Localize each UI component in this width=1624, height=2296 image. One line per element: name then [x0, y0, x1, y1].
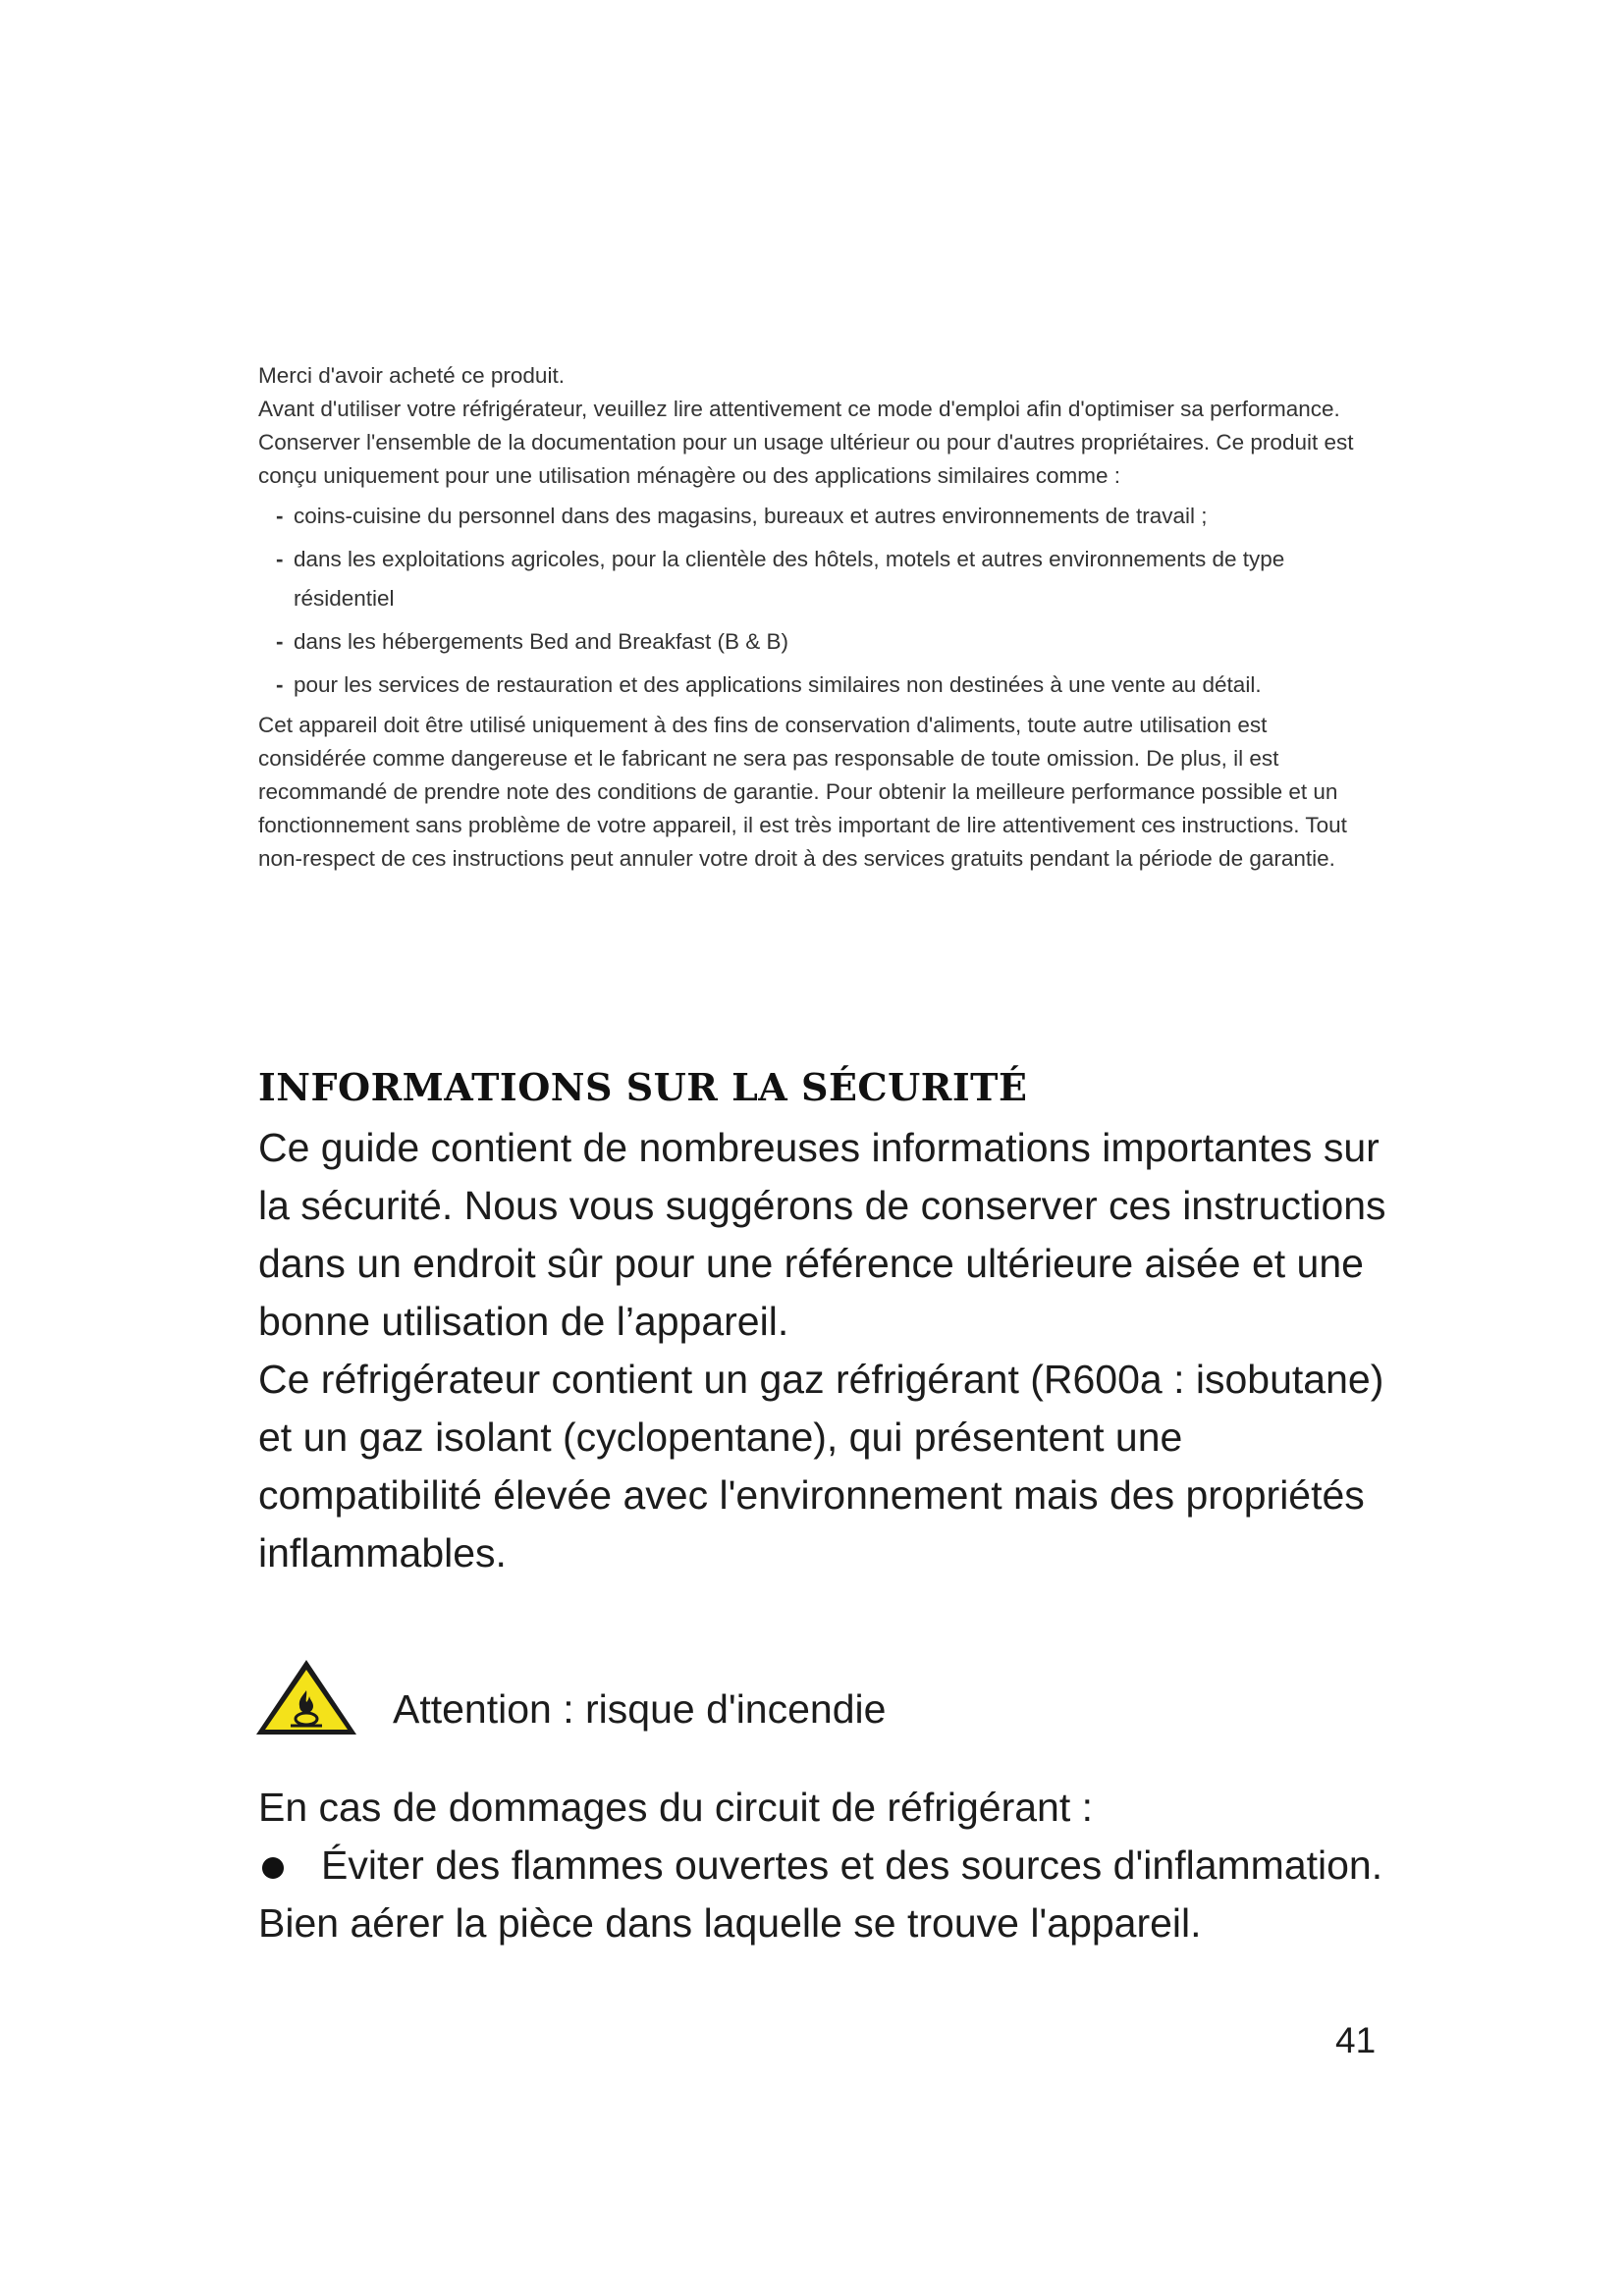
- safety-paragraph-1: Ce guide contient de nombreuses informations importantes sur la sécurité. Nous vous suggérons de conserver ces instructions dans un endroit sûr pour une référence ultérieure aisée et une bonne utilisation de l’appareil.: [258, 1125, 1386, 1344]
- warning-text: Attention : risque d'incendie: [393, 1685, 887, 1732]
- page-number: 41: [1335, 2020, 1377, 2060]
- thanks-text: Merci d'avoir acheté ce produit.: [258, 363, 565, 388]
- list-item: - pour les services de restauration et des applications similaires non destinées à une vente au détail.: [276, 666, 1378, 705]
- damage-intro: En cas de dommages du circuit de réfrigérant :: [258, 1785, 1094, 1830]
- list-item: - coins-cuisine du personnel dans des magasins, bureaux et autres environnements de travail ;: [276, 497, 1378, 536]
- intro-section: [258, 359, 1378, 876]
- list-item: - dans les exploitations agricoles, pour la clientèle des hôtels, motels et autres environnements de type résidentiel: [276, 540, 1378, 618]
- fire-hazard-warning-icon: [253, 1657, 359, 1737]
- damage-bullet: Éviter des flammes ouvertes et des sources d'inflammation.: [258, 1837, 1417, 1895]
- safety-paragraph-2: Ce réfrigérateur contient un gaz réfrigérant (R600a : isobutane) et un gaz isolant (cyclopentane), qui présentent une compatibilité élevée avec l'environnement mais des propriétés inflammables.: [258, 1357, 1384, 1575]
- damage-section: [258, 1779, 1417, 1952]
- safety-section: [258, 1119, 1417, 1582]
- usage-list: [258, 497, 1378, 705]
- bullet-icon: [262, 1857, 284, 1879]
- list-item: - dans les hébergements Bed and Breakfast (B & B): [276, 622, 1378, 662]
- closing-paragraph: Cet appareil doit être utilisé uniquement à des fins de conservation d'aliments, toute autre utilisation est considérée comme dangereuse et le fabricant ne sera pas responsable de toute omission. De plus, il est recommandé de prendre note des conditions de garantie. Pour obtenir la meilleure performance possible et un fonctionnement sans problème de votre appareil, il est très important de lire attentivement ces instructions. Tout non-respect de ces instructions peut annuler votre droit à des services gratuits pendant la période de garantie.: [258, 713, 1347, 871]
- intro-paragraph: Avant d'utiliser votre réfrigérateur, veuillez lire attentivement ce mode d'emploi afin d'optimiser sa performance. Conserver l'ensemble de la documentation pour un usage ultérieur ou pour d'autres propriétaires. Ce produit est conçu uniquement pour une utilisation ménagère ou des applications similaires comme :: [258, 397, 1354, 488]
- section-heading: INFORMATIONS SUR LA SÉCURITÉ: [258, 1065, 1028, 1109]
- ventilation-text: Bien aérer la pièce dans laquelle se trouve l'appareil.: [258, 1900, 1202, 1946]
- fire-warning: [253, 1657, 886, 1737]
